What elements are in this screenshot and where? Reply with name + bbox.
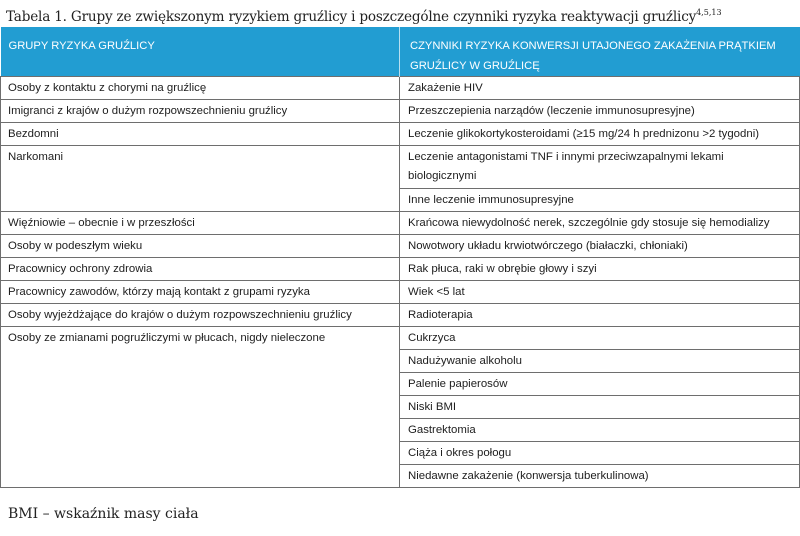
risk-factors-table bbox=[0, 27, 800, 488]
risk-factor-cell: Wiek <5 lat bbox=[400, 281, 800, 304]
caption-references: 4,5,13 bbox=[696, 8, 722, 17]
risk-factor-cell: Nadużywanie alkoholu bbox=[400, 350, 800, 373]
table-row bbox=[1, 258, 800, 281]
risk-factor-cell: Inne leczenie immunosupresyjne bbox=[400, 189, 800, 212]
risk-group-cell: Pracownicy zawodów, którzy mają kontakt z grupami ryzyka bbox=[1, 281, 400, 304]
table-row bbox=[1, 100, 800, 123]
risk-group-cell: Osoby ze zmianami pogruźliczymi w płucach, nigdy nieleczone bbox=[1, 327, 400, 488]
caption-text: Tabela 1. Grupy ze zwiększonym ryzykiem gruźlicy i poszczególne czynniki ryzyka reaktywacji gruźlicy bbox=[6, 9, 697, 25]
risk-factor-cell: Palenie papierosów bbox=[400, 373, 800, 396]
table-row bbox=[1, 281, 800, 304]
risk-group-cell: Osoby z kontaktu z chorymi na gruźlicę bbox=[1, 77, 400, 100]
risk-factor-cell: Rak płuca, raki w obrębie głowy i szyi bbox=[400, 258, 800, 281]
table-row bbox=[1, 123, 800, 146]
table-row bbox=[1, 77, 800, 100]
risk-factor-cell: Gastrektomia bbox=[400, 419, 800, 442]
risk-factor-cell: Niedawne zakażenie (konwersja tuberkulinowa) bbox=[400, 465, 800, 488]
table-row bbox=[1, 304, 800, 327]
risk-group-cell: Osoby wyjeżdżające do krajów o dużym rozpowszechnieniu gruźlicy bbox=[1, 304, 400, 327]
table-caption bbox=[6, 2, 796, 28]
header-risk-factors: CZYNNIKI RYZYKA KONWERSJI UTAJONEGO ZAKAŻENIA PRĄTKIEM GRUŹLICY W GRUŹLICĘ bbox=[400, 27, 800, 77]
risk-group-cell: Pracownicy ochrony zdrowia bbox=[1, 258, 400, 281]
risk-group-cell: Narkomani bbox=[1, 146, 400, 212]
risk-group-cell: Bezdomni bbox=[1, 123, 400, 146]
risk-factor-cell: Ciąża i okres połogu bbox=[400, 442, 800, 465]
header-risk-groups: GRUPY RYZYKA GRUŹLICY bbox=[1, 27, 400, 77]
risk-group-cell: Osoby w podeszłym wieku bbox=[1, 235, 400, 258]
risk-factor-cell: Leczenie antagonistami TNF i innymi przeciwzapalnymi lekami biologicznymi bbox=[400, 146, 800, 189]
table-footnote: BMI – wskaźnik masy ciała bbox=[8, 506, 199, 522]
risk-group-cell: Imigranci z krajów o dużym rozpowszechnieniu gruźlicy bbox=[1, 100, 400, 123]
table-row bbox=[1, 212, 800, 235]
risk-factor-cell: Przeszczepienia narządów (leczenie immunosupresyjne) bbox=[400, 100, 800, 123]
risk-factor-cell: Krańcowa niewydolność nerek, szczególnie gdy stosuje się hemodializy bbox=[400, 212, 800, 235]
risk-factor-cell: Leczenie glikokortykosteroidami (≥15 mg/24 h prednizonu >2 tygodni) bbox=[400, 123, 800, 146]
risk-factor-cell: Nowotwory układu krwiotwórczego (białaczki, chłoniaki) bbox=[400, 235, 800, 258]
table-row bbox=[1, 146, 800, 189]
risk-factor-cell: Cukrzyca bbox=[400, 327, 800, 350]
risk-factor-cell: Niski BMI bbox=[400, 396, 800, 419]
risk-factor-cell: Zakażenie HIV bbox=[400, 77, 800, 100]
risk-factor-cell: Radioterapia bbox=[400, 304, 800, 327]
risk-group-cell: Więźniowie – obecnie i w przeszłości bbox=[1, 212, 400, 235]
table-header-row bbox=[1, 27, 800, 77]
table-row bbox=[1, 235, 800, 258]
table-row bbox=[1, 327, 800, 350]
